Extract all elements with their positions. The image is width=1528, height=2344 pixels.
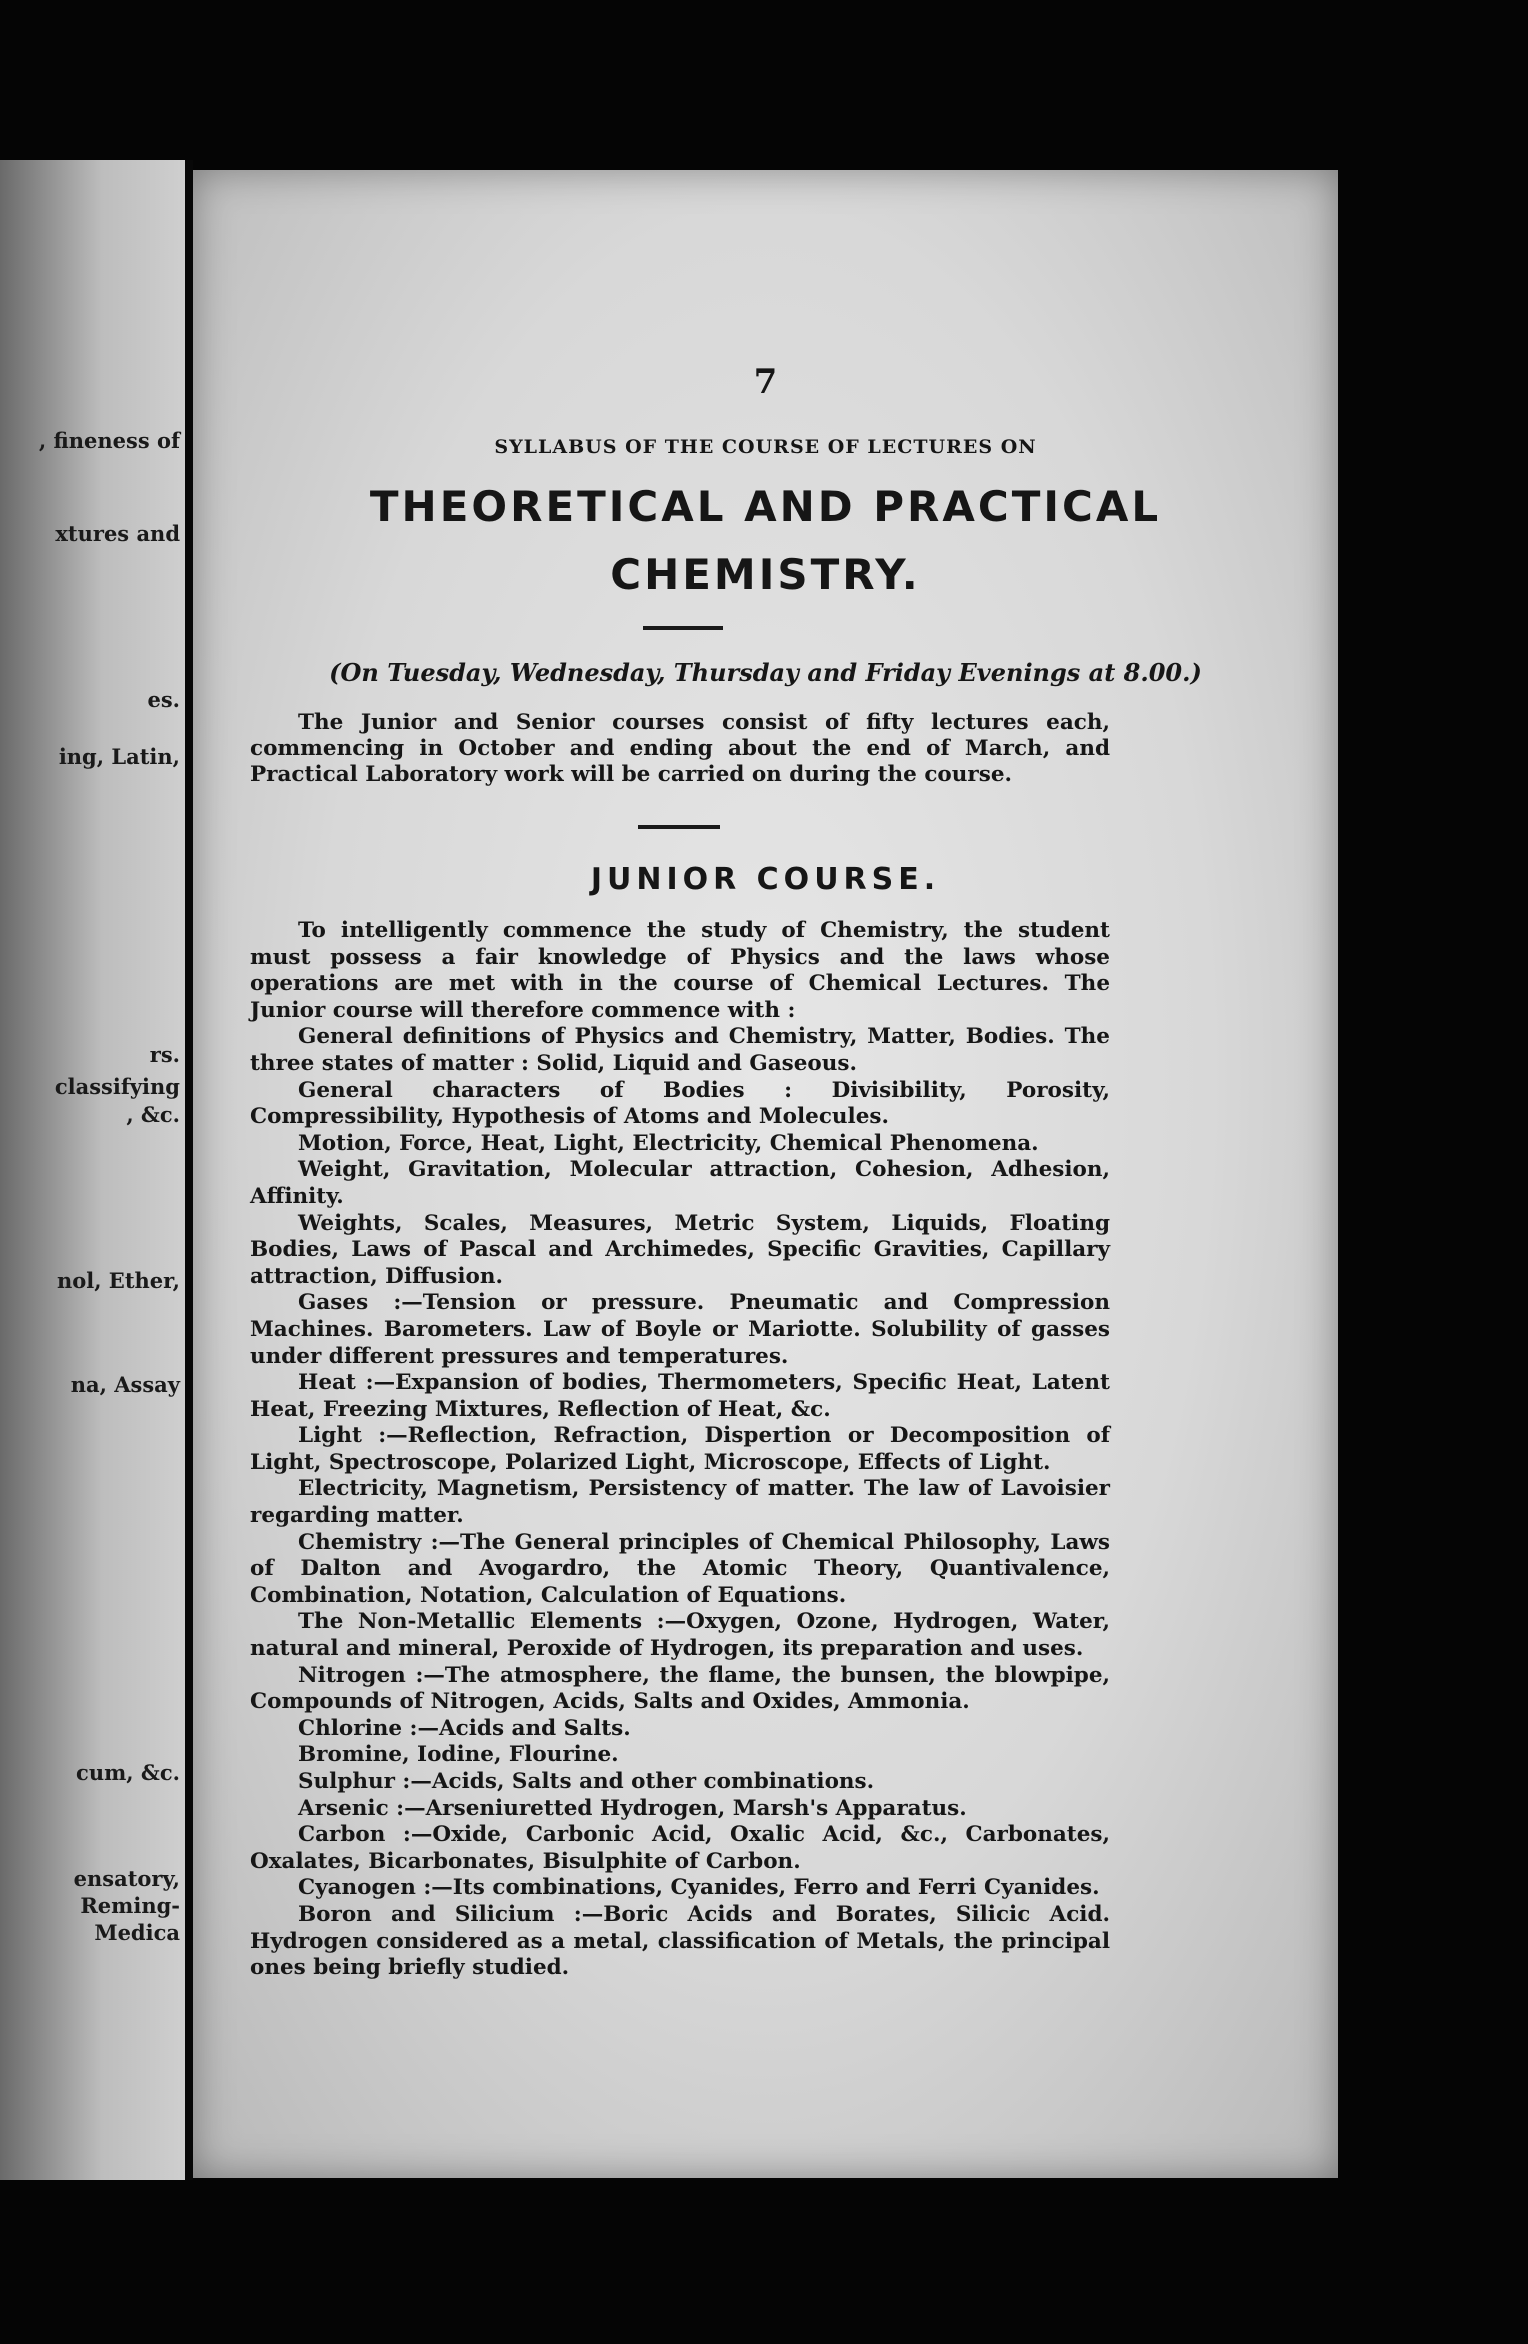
left-text-fragment: Reming- (80, 1893, 180, 1918)
left-text-fragment: , fineness of (38, 428, 180, 453)
left-text-fragment: nol, Ether, (56, 1268, 180, 1293)
syllabus-paragraph: Chemistry :—The General principles of Chemical Philosophy, Laws of Dalton and Avogardro, the Atomic Theory, Quantivalence, Combination, Notation, Calculation of Equations. (250, 1529, 1110, 1608)
main-page (193, 170, 1338, 2178)
left-text-fragment: es. (147, 687, 180, 712)
syllabus-heading: SYLLABUS OF THE COURSE OF LECTURES ON (494, 436, 1037, 458)
syllabus-body (250, 918, 1110, 1982)
syllabus-paragraph: Motion, Force, Heat, Light, Electricity, Chemical Phenomena. (298, 1130, 1039, 1156)
page-gutter (185, 160, 193, 2180)
left-text-fragment: na, Assay (70, 1372, 180, 1397)
syllabus-paragraph: General characters of Bodies : Divisibility, Porosity, Compressibility, Hypothesis of Atoms and Molecules. (250, 1077, 1110, 1130)
syllabus-paragraph: Chlorine :—Acids and Salts. (298, 1715, 631, 1741)
page-number: 7 (753, 362, 778, 402)
syllabus-paragraph: To intelligently commence the study of Chemistry, the student must possess a fair knowledge of Physics and the laws whose operations are met with in the course of Chemical Lectures. The Junior course will therefore commence with : (250, 918, 1110, 1023)
syllabus-paragraph: General definitions of Physics and Chemistry, Matter, Bodies. The three states of matter : Solid, Liquid and Gaseous. (250, 1024, 1110, 1076)
title-divider (643, 626, 723, 630)
schedule-note: (On Tuesday, Wednesday, Thursday and Friday Evenings at 8.00.) (329, 658, 1202, 687)
syllabus-paragraph: Bromine, Iodine, Flourine. (298, 1742, 619, 1768)
page-title-line-2: CHEMISTRY. (610, 550, 921, 599)
syllabus-paragraph: Weight, Gravitation, Molecular attraction, Cohesion, Adhesion, Affinity. (250, 1157, 1110, 1209)
left-text-fragment: ing, Latin, (58, 744, 180, 769)
intro-paragraph: The Junior and Senior courses consist of fifty lectures each, commencing in October and ending about the end of March, and Practical Laboratory work will be carried on during the course. (250, 710, 1110, 787)
syllabus-paragraph: Carbon :—Oxide, Carbonic Acid, Oxalic Acid, &c., Carbonates, Oxalates, Bicarbonates, Bisulphite of Carbon. (250, 1822, 1110, 1874)
syllabus-paragraph: Sulphur :—Acids, Salts and other combinations. (298, 1769, 875, 1794)
syllabus-paragraph: Boron and Silicium :—Boric Acids and Borates, Silicic Acid. Hydrogen considered as a metal, classification of Metals, the principal ones being briefly studied. (250, 1901, 1110, 1981)
junior-course-heading: JUNIOR COURSE. (590, 862, 941, 897)
left-text-fragment: , &c. (126, 1102, 180, 1127)
syllabus-paragraph: Electricity, Magnetism, Persistency of matter. The law of Lavoisier regarding matter. (250, 1476, 1110, 1529)
syllabus-paragraph: Nitrogen :—The atmosphere, the flame, the bunsen, the blowpipe, Compounds of Nitrogen, Acids, Salts and Oxides, Ammonia. (250, 1662, 1110, 1715)
syllabus-paragraph: Gases :—Tension or pressure. Pneumatic and Compression Machines. Barometers. Law of Boyle or Mariotte. Solubility of gasses under different pressures and temperatures. (250, 1290, 1110, 1369)
syllabus-paragraph: Light :—Reflection, Refraction, Dispertion or Decomposition of Light, Spectroscope, Polarized Light, Microscope, Effects of Light. (250, 1423, 1110, 1475)
syllabus-paragraph: Arsenic :—Arseniuretted Hydrogen, Marsh's Apparatus. (298, 1795, 967, 1821)
left-text-fragment: ensatory, (73, 1866, 180, 1891)
page-title-line-1: THEORETICAL AND PRACTICAL (369, 482, 1162, 531)
syllabus-paragraph: Weights, Scales, Measures, Metric System, Liquids, Floating Bodies, Laws of Pascal and Archimedes, Specific Gravities, Capillary attraction, Diffusion. (250, 1210, 1110, 1289)
syllabus-paragraph: Heat :—Expansion of bodies, Thermometers, Specific Heat, Latent Heat, Freezing Mixtures, Reflection of Heat, &c. (250, 1370, 1110, 1422)
syllabus-paragraph: The Non-Metallic Elements :—Oxygen, Ozone, Hydrogen, Water, natural and mineral, Peroxide of Hydrogen, its preparation and uses. (250, 1609, 1110, 1662)
left-text-fragment: cum, &c. (76, 1760, 180, 1785)
left-page-fragment (0, 160, 185, 2180)
left-text-fragment: rs. (149, 1042, 180, 1067)
left-text-fragment: Medica (94, 1920, 180, 1945)
left-text-fragment: classifying (54, 1074, 180, 1099)
syllabus-paragraph: Cyanogen :—Its combinations, Cyanides, Ferro and Ferri Cyanides. (298, 1875, 1100, 1901)
section-divider (638, 825, 720, 829)
left-text-fragment: xtures and (55, 521, 180, 546)
